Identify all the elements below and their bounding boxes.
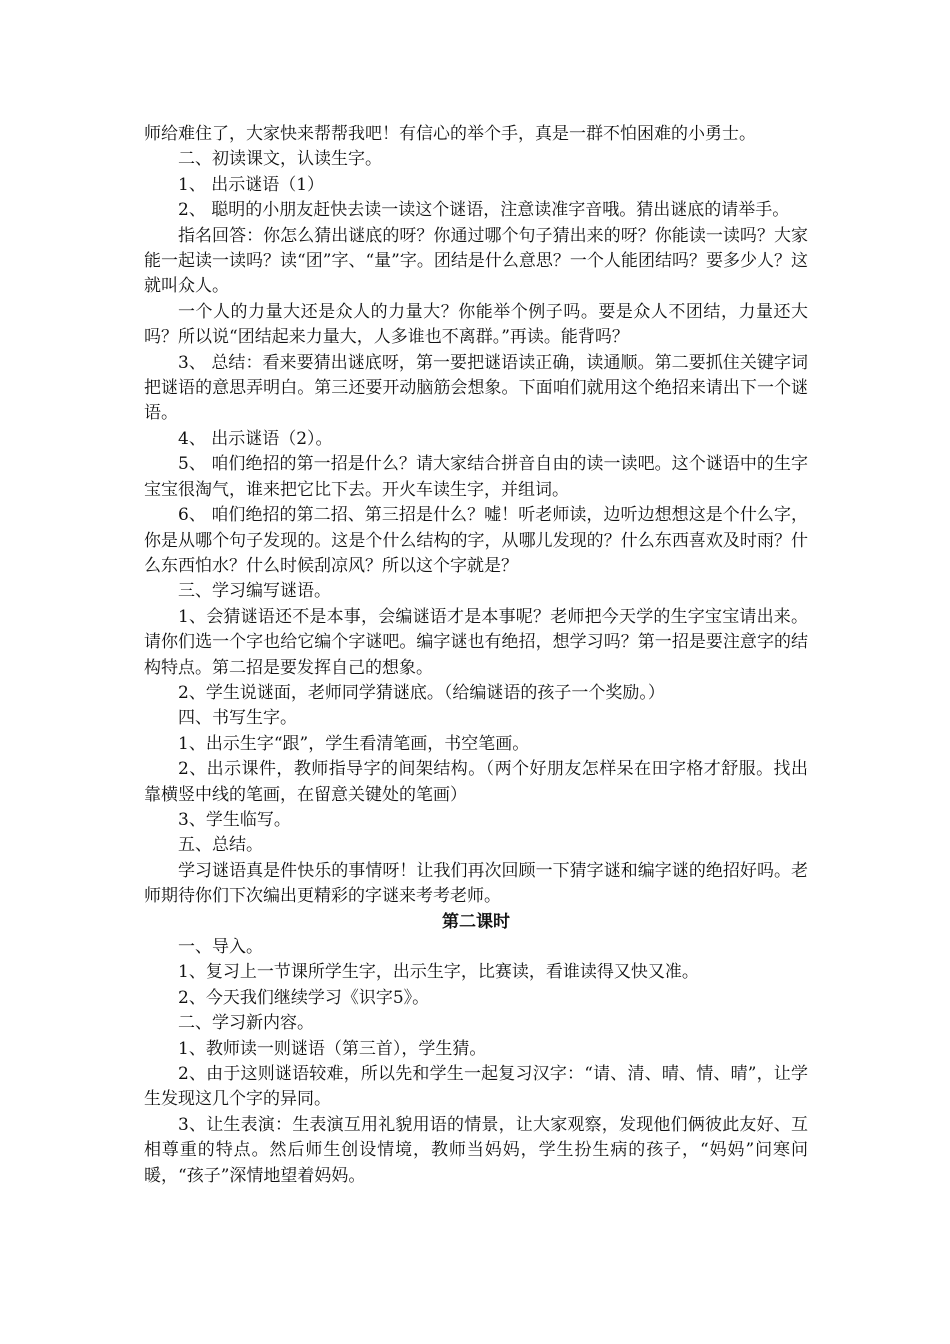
paragraph: 1、教师读一则谜语（第三首），学生猜。 (178, 1038, 487, 1059)
paragraph: 2、今天我们继续学习《识字5》。 (178, 987, 430, 1008)
paragraph: 6、 咱们绝招的第二招、第三招是什么？嘘！听老师读，边听边想想这是个什么字，你是从哪个句子发现的。这是个什么结构的字，从哪儿发现的？什么东西喜欢及时雨？什么东西怕水？什么时候刮凉风？所以这个字就是？ (144, 505, 808, 576)
document-body-part2 (144, 935, 808, 1189)
paragraph: 5、 咱们绝招的第一招是什么？请大家结合拼音自由的读一读吧。这个谜语中的生字宝宝很淘气，谁来把它比下去。开火车读生字，并组词。 (144, 454, 808, 500)
paragraph: 3、学生临写。 (178, 809, 291, 830)
paragraph: 3、 总结：看来要猜出谜底呀，第一要把谜语读正确，读通顺。第二要抓住关键字词把谜语的意思弄明白。第三还要开动脑筋会想象。下面咱们就用这个绝招来请出下一个谜语。 (144, 352, 808, 424)
paragraph: 2、由于这则谜语较难，所以先和学生一起复习汉字：“请、清、晴、情、晴”，让学生发现这几个字的异同。 (144, 1064, 808, 1110)
paragraph: 2、 聪明的小朋友赶快去读一读这个谜语，注意读准字音哦。猜出谜底的请举手。 (178, 200, 790, 221)
paragraph: 三、学习编写谜语。 (178, 581, 331, 602)
paragraph: 1、会猜谜语还不是本事，会编谜语才是本事呢？老师把今天学的生字宝宝请出来。请你们选一个字也给它编个字谜吧。编字谜也有绝招，想学习吗？第一招是要注意字的结构特点。第二招是要发挥自己的想象。 (144, 606, 808, 678)
paragraph: 一个人的力量大还是众人的力量大？你能举个例子吗。要是众人不团结，力量还大吗？所以说“团结起来力量大，人多谁也不离群。”再读。能背吗？ (144, 301, 808, 348)
paragraph: 3、让生表演：生表演互用礼貌用语的情景，让大家观察，发现他们俩彼此友好、互相尊重的特点。然后师生创设情境，教师当妈妈，学生扮生病的孩子，“妈妈”问寒问暖，“孩子”深情地望着妈妈。 (144, 1114, 808, 1186)
paragraph: 2、学生说谜面，老师同学猜谜底。（给编谜语的孩子一个奖励。） (178, 682, 665, 703)
document-body-part1 (144, 122, 808, 910)
paragraph: 学习谜语真是件快乐的事情呀！让我们再次回顾一下猜字谜和编字谜的绝招好吗。老师期待你们下次编出更精彩的字谜来考考老师。 (144, 860, 808, 907)
paragraph: 五、总结。 (178, 835, 263, 856)
paragraph: 2、出示课件，教师指导字的间架结构。（两个好朋友怎样呆在田字格才舒服。找出靠横竖中线的笔画，在留意关键处的笔画） (144, 759, 808, 805)
paragraph: 一、导入。 (178, 937, 263, 957)
paragraph: 1、出示生字“跟”，学生看清笔画，书空笔画。 (178, 733, 530, 754)
paragraph: 四、书写生字。 (178, 708, 297, 729)
paragraph: 1、 出示谜语（1） (178, 174, 325, 195)
paragraph: 师给难住了，大家快来帮帮我吧！有信心的举个手，真是一群不怕困难的小勇士。 (144, 124, 756, 144)
paragraph: 1、复习上一节课所学生字，出示生字，比赛读，看谁读得又快又准。 (178, 962, 699, 983)
paragraph: 指名回答：你怎么猜出谜底的呀？你通过哪个句子猜出来的呀？你能读一读吗？大家能一起读一读吗？读“团”字、“量”字。团结是什么意思？一个人能团结吗？要多少人？这就叫众人。 (144, 225, 808, 297)
paragraph: 4、 出示谜语（2）。 (178, 428, 333, 449)
paragraph: 二、学习新内容。 (178, 1013, 314, 1034)
document-page (144, 122, 808, 1189)
paragraph: 二、初读课文，认读生字。 (178, 149, 382, 170)
section-heading: 第二课时 (442, 911, 510, 932)
